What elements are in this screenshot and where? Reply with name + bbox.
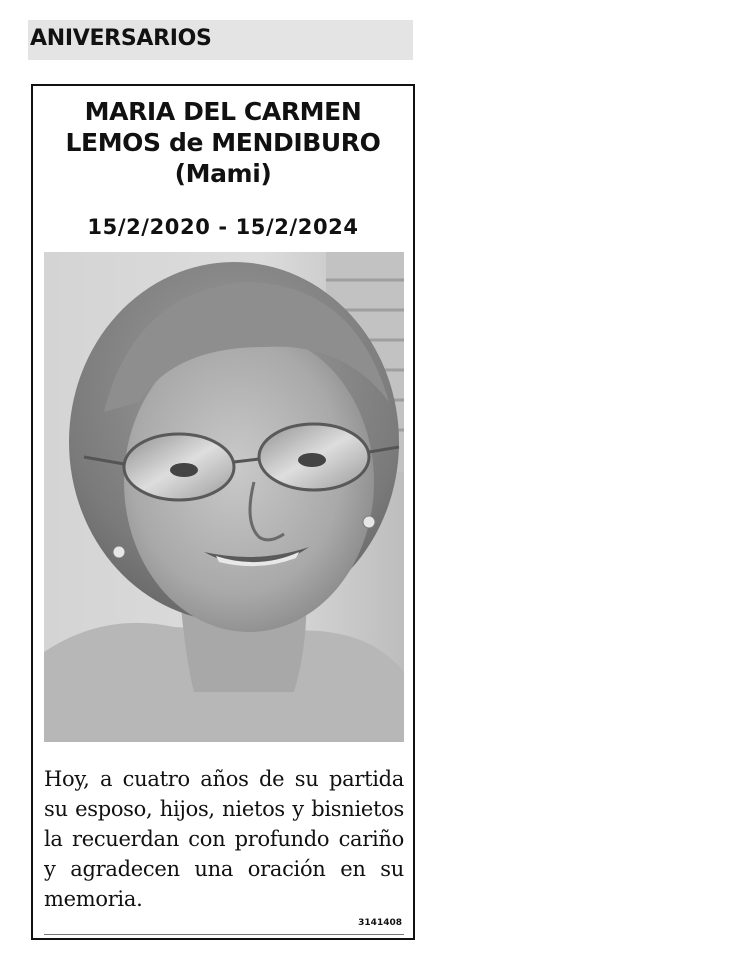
anniversary-dates: 15/2/2020 - 15/2/2024	[87, 215, 359, 239]
ad-reference-code: 3141408	[358, 918, 402, 928]
deceased-name	[33, 96, 413, 189]
nickname: (Mami)	[174, 159, 272, 188]
memorial-message: Hoy, a cuatro años de su partida su esposo, hijos, nietos y bisnietos la recuerdan con profundo cariño y agradecen una oración en su memoria.	[44, 767, 404, 911]
name-line-2: LEMOS de MENDIBURO	[65, 128, 381, 157]
section-title: ANIVERSARIOS	[30, 26, 212, 51]
portrait-photo	[44, 252, 404, 742]
bottom-divider	[44, 934, 404, 935]
name-line-1: MARIA DEL CARMEN	[84, 97, 362, 126]
portrait-photo-icon	[44, 252, 404, 742]
section-header	[28, 20, 413, 60]
obituary-notice	[31, 84, 415, 940]
